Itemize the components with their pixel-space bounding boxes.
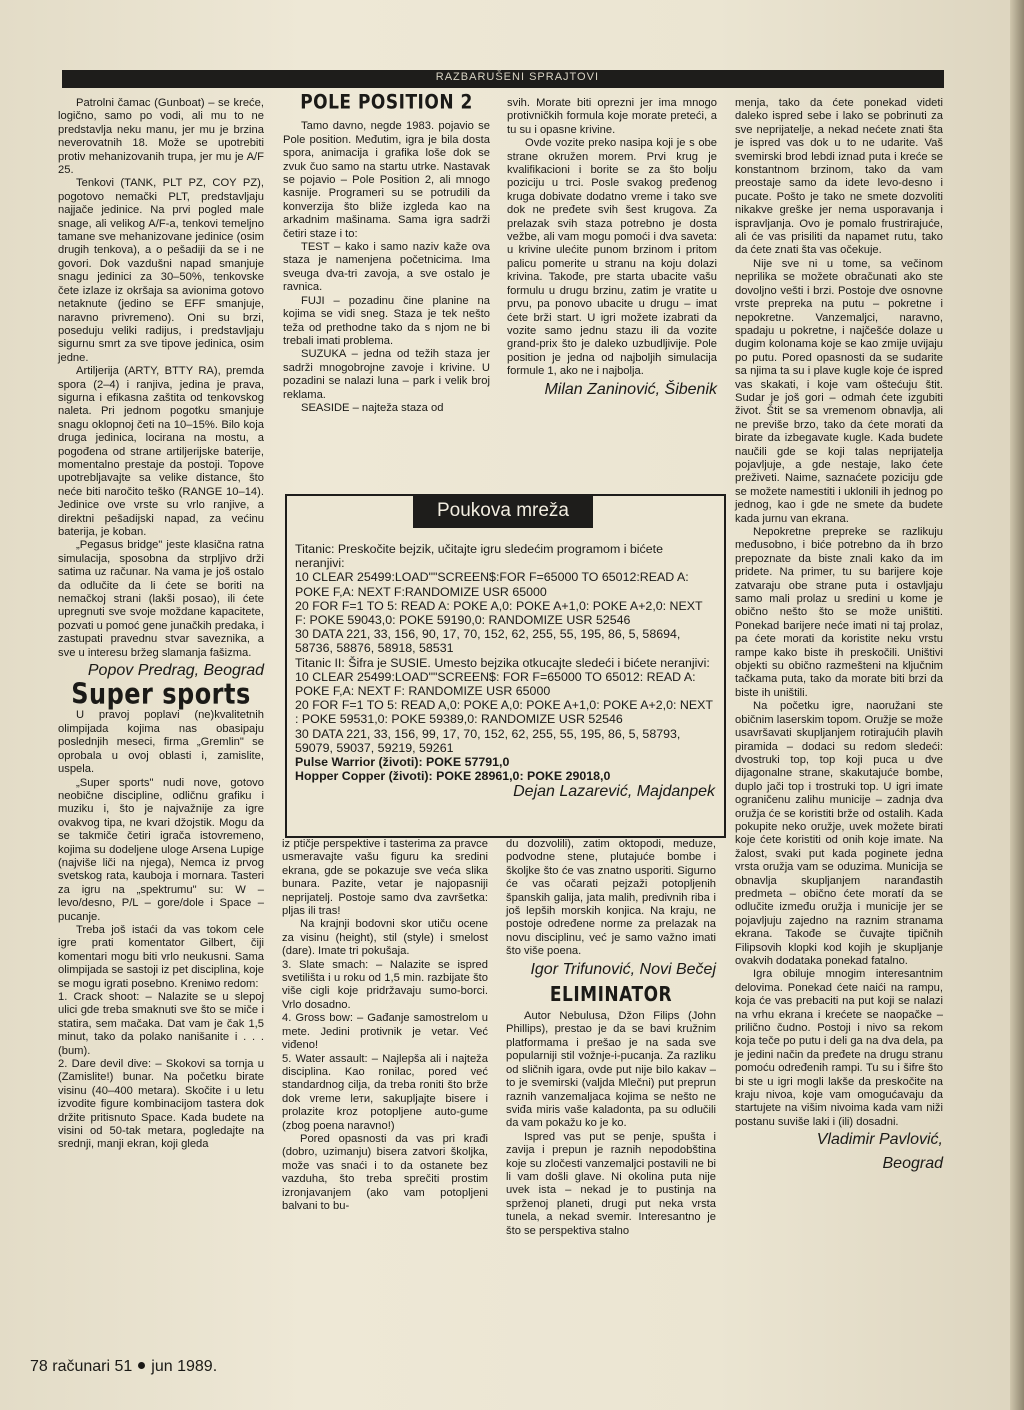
code-line: 30 DATA 221, 33, 156, 99, 17, 70, 152, 62, 255, 55, 195, 86, 5, 58793, 59079, 59037, 59219, 59261 (295, 726, 681, 755)
paragraph: Treba još istaći da vas tokom cele igre prati komentator Gilbert, čiji komentari mogu biti vrlo neukusni. Sama olimpijada se sastoji iz pet disciplina, koje se mogu igrati posebno. Kreniмо redom: (58, 923, 264, 990)
box-title: Poukova mreža (413, 494, 593, 528)
page-edge (1010, 0, 1024, 1410)
article-title: ELIMINATOR (549, 982, 673, 1007)
column-2-bottom (282, 838, 488, 1213)
poukova-mreza-box (285, 494, 726, 838)
signature: Dejan Lazarević, Majdanpek (513, 783, 715, 801)
signature: Igor Trifunović, Novi Bečej (530, 960, 716, 978)
paragraph: Na početku igre, naoružani ste običnim laserskim topom. Oružje se može usavršavati skupljanjem rotirajućih plavih piramida – dodaci su redom sledeći: dvostruki top, top koji puca u dve dijagonalne strane, skakutajuće bombe, duplo jači top i trostruki top. U igri imate ograničenu zalihu municije – zadnja dva oružja će se koristiti brže od ostalih. Kada pokupite neko oružje, uvek možete birati koje ćete koristiti od onih koje imate. Na žalost, svaki put kada poginete jedna vrsta oružja vam se oduzima. Municija se obnavlja skupljanjem naranđastih predmeta – obično ćete moratí da se odlučite između oružja i municije jer se pojavljuju zajedno na raznim stranama ekrana. Takođe se čuvajte tipičnih Filipsovih klopki kod kojih je skupljanje ovakvih dodataka ponekad fatalno. (735, 700, 943, 967)
paragraph: Tamo davno, negde 1983. pojavio se Pole position. Međutim, igra je bila dosta spora, animacija i grafika loše dok se zvuk čuo samo na startu utrke. Nastavak se pojavio – Pole Position 2, ali mnogo kasnije. Programeri su se potrudili da konverzija što bliže izgleda kao na arkadnim mašinama. Sama igra sadrži četiri staze i to: (283, 120, 490, 240)
paragraph: 2. Dare devil dive: – Skokovi sa tornja u (Zamislite!) bunar. Na početku birate visinu (40–400 metara). Skočite i u letu izvodite figure kombinacijom tastera dok držite pritisnuto Space. Kada budete na visini od 50-tak metara, pogledajte na srednji, manji ekran, koji gleda (58, 1058, 264, 1151)
section-banner-title: RAZBARUŠENI SPRAJTOVI (435, 71, 599, 83)
code-line: 20 FOR F=1 TO 5: READ A,0: POKE A,0: POKE A+1,0: POKE A+2,0: NEXT : POKE 59531,0: POKE 59389,0: RANDOMIZE USR 52546 (295, 698, 713, 727)
code-line: 20 FOR F=1 TO 5: READ A: POKE A,0: POKE A+1,0: POKE A+2,0: NEXT F: POKE 59043,0: POKE 59190,0: RANDOMIZE USR 52546 (295, 598, 703, 628)
col1-paragraphs (58, 97, 264, 660)
paragraph: 5. Water assault: – Najlepša ali i najteža disciplina. Kao ronilac, pored već standardnog cilja, da treba roniti što brže dok vreme lети, sakupljajte bisere i prolazite kroz potopljene auto-gume (zbog poena naravno!) (282, 1052, 488, 1132)
paragraph: 4. Gross bow: – Gađanje samostrelom u mete. Jedini protivnik je vetar. Već viđeno! (282, 1012, 488, 1052)
paragraph: FUJI – pozadinu čine planine na kojima se vidi sneg. Staza je tek nešto teža od prethodne tako da s njom ne bi trebali imati problema. (283, 294, 490, 347)
signature: Popov Predrag, Beograd (87, 662, 264, 680)
paragraph: SEASIDE – najteža staza od (301, 401, 444, 414)
code-line: Titanic II: Šifra je SUSIE. Umesto bejzika otkucajte sledeći i bićete neranjivi: (295, 655, 710, 670)
paragraph: Tenkovi (TANK, PLT PZ, COY PZ), pogotovo nemački PLT, predstavljaju najjače jedinice. Na prvi pogled male snage, ali velikog A/F-a, tenkovi temeljno tamane sve mehanizovane jedinice (osim drugih tenkova), a o pešadiji da se i ne govori. Dok vazdušni napad smanjuje snagu jedinici za 30–50%, tenkovske čete izlaze iz okršaja sa avionima gotovo netaknute (jedino se EFF smanjuje, naravno privremeno). Oni su brzi, poseduju veliki radijus, i predstavljaju sigurnu smrt za sve tipove jedinica, osim jedne. (58, 177, 264, 364)
box-body (295, 542, 715, 807)
footer-issue: 78 računari 51 (30, 1358, 133, 1375)
paragraph: TEST – kako i samo naziv kaže ova staza je namenjena početnicima. Ima sveuga dva-tri zavoja, a sve ostalo je ravnica. (283, 241, 490, 294)
paragraph: Autor Nebulusa, Džon Filips (John Phillips), prestao je da se bavi kružnim platformama i prešao je na sada sve popularniji stil vožnje-i-pucanja. Za razliku od sličnih igara, ovde put nije bilo kakav – to je svemirski (valjda Mlečni) put preprun raznih vanzemaljaca kojima se nešto ne sviđa miris vaše kaladonta, pa su odlučili da vam pokažu ko je ko. (506, 1010, 716, 1130)
paragraph: Na krajnji bodovni skor utiču ocene za visinu (height), stil (style) i smelost (dare). Imate tri pokušaja. (282, 918, 488, 958)
paragraph: Nepokretne prepreke se razlikuju međusobno, i biće potrebno da ih brzo prepoznate da biste znali kako da im pridete. Na primer, tu su barijere koje zatvaraju obe strane puta i ostavljaju samo mali prolaz u sredini u kome je obično nešto što se može uništiti. Ponekad barijere neće imati ni taj prolaz, pa ćete morati da koristite neku vrstu rampe kako biste ih preskočili. Uništivi objekti su obično razmešteni na ključnim tačkama puta, tako da morate biti brzi da biste ih uništili. (735, 526, 943, 699)
code-line: 10 CLEAR 25499:LOAD""SCREEN$: FOR F=65000 TO 65012: READ A: POKE F,A: NEXT F: RANDOMIZE USR 65000 (295, 669, 696, 699)
code-line: Hopper Copper (životi): POKE 28961,0: POKE 29018,0 (295, 769, 611, 784)
column-3-bottom (506, 838, 716, 1238)
code-line: 30 DATA 221, 33, 156, 90, 17, 70, 152, 62, 255, 55, 195, 86, 5, 58694, 58736, 58876, 58918, 58531 (295, 627, 681, 656)
article-title: POLE POSITION 2 (300, 91, 473, 115)
paragraph: Artiljerija (ARTY, BTTY RA), premda spora (2–4) i ranjiva, jedina je prava, sigurna i efikasna zaštita od tenkovskog naleta. Pri jednom pogotku smanjuje snagu oklopnoj četi na 10–15%. Bilo koja druga jedinica, locirana na mostu, a pogođena od strane artiljerijske baterije, momentalno prestaje da postoji. Topove upotrebljavajte sa velike distance, što neće biti naročito teško (RANGE 10–14). Jedinice ove vrste su vrlo ranjive, a direktni pešadijski napad, za većinu baterija, je koban. (58, 365, 264, 538)
code-line: 10 CLEAR 25499:LOAD""SCREEN$:FOR F=65000 TO 65012:READ A: POKE F,A: NEXT F:RANDOMIZE USR 65000 (295, 570, 689, 599)
section-banner (62, 70, 944, 88)
paragraph: Patrolni čamac (Gunboat) – se kreće, logično, samo po vodi, ali mu to ne predstavlja neku manu, jer mu je brzina neverovatnih 18. Može se upotrebiti protiv mehanizovanih trupa, jer mu je A/F 25. (58, 97, 264, 177)
bullet-icon (138, 1362, 145, 1369)
paragraph: svih. Morate biti oprezni jer ima mnogo protivničkih formula koje morate preteći, a tu su i opasne krivine. (507, 97, 717, 136)
code-line: Pulse Warrior (životi): POKE 57791,0 (295, 755, 510, 770)
paragraph: „Super sports" nudi nove, gotovo neobične discipline, odličnu grafiku i muziku i, što je najvažnije za igre ovakvog tipa, ne kvari džojstik. Mogu da se takmiče četiri igrača istovremeno, kojima su dodeljene uloge Arsena Lupige (najviše liči na njega), Nemca iz prvog svetskog rata, kauboja i mornara. Tasteri za igru na „spektrumu" su: W – levo/desno, P/L – gore/dole i Space – pucanje. (58, 776, 264, 923)
paragraph: 1. Crack shoot: – Nalazite se u slepoj ulici gde treba smaknuti sve što se miče i statira, sem mačaka. Dat vam je čak 1,5 minut, tako da polako nanišanite i . . . (bum). (58, 991, 264, 1057)
paragraph: 3. Slate smach: – Nalazite se ispred svetilišta i u roku od 1,5 min. razbijate što više cigli koje pridržavaju sumo-borci. Vrlo dosadno. (282, 958, 488, 1011)
column-4 (735, 97, 943, 1179)
paragraph: Pored opasnosti da vas pri krađi (dobro, uzimanju) bisera zatvori školjka, može vas snaći i to da ostanete bez vazduha, što treba sprečiti prostim izronjavanjem (ako vam potopljeni balvani to bu- (282, 1132, 488, 1212)
signature-line-2: Beograd (882, 1155, 943, 1173)
page-footer (30, 1358, 217, 1376)
column-2-top (283, 91, 490, 415)
paragraph: Ispred vas put se penje, spušta i zavija i prepun je raznih nepodobština koje su zločesti vanzemaljci postavili ne bi li vam došli glave. Ni okolina puta nije uvek ista – nekad je to pustinja na sprženoj planeti, drugi put neka vrsta tunela, a nekad svemir. Interesantno je što se perspektiva stalno (506, 1130, 716, 1237)
column-1 (58, 97, 264, 1152)
signature: Milan Zaninović, Šibenik (544, 380, 717, 398)
code-line: Titanic: Preskočite bejzik, učitajte igru sledećim programom i bićete neranjivi: (295, 542, 663, 571)
footer-date: jun 1989. (151, 1358, 218, 1375)
paragraph: Nije sve ni u tome, sa večinom neprilika se možete obračunati ako ste dovoljno vešti i brzi. Postoje dve osnovne vrste prepreka na putu – pokretne i nepokretne. Vanzemaljci, naravno, spadaju u pokretne, i najčešće dolaze u dugim kolonama koje se kao zmije uvijaju po putu. Pored opasnosti da se sudarite sa njima ta su i plave kugle koje će ispred vas skakati, i koje vam oštećuju štit. Sudar je još gori – odmah ćete izgubiti život. Štit se sa vremenom obnavlja, ali ne previše brzo, tako da ćete morati da birate da izbegavate kugle. Kada budete naučili gde se koji talas neprijatelja pojavljuje, a gde nestaje, lako ćete preživeti. Naime, saznaćete poziciju gde se možete namestiti i uklonili ih jednog po jednog, kao i gde ne smete da budete kada jurnu van ekrana. (735, 257, 943, 525)
column-3-top (507, 97, 717, 405)
paragraph: SUZUKA – jedna od težih staza jer sadrži mnogobrojne zavoje i krivine. U pozadini se nalazi luna – park i velik broj reklama. (283, 348, 490, 401)
paragraph: Igra obiluje mnogim interesantnim delovima. Ponekad ćete naići na rampu, koja će vas prebaciti na put koji se nalazi na vrhu ekrana i krećete se naopačke – prilično čudno. Postoji i nivo sa rekom koja teče po putu i deli ga na dva dela, pa je jedini način da pređete na drugu stranu pomoću određenih rampi. Tu su i šifre što bi ste u igri mogli lakše da preskočite na kraju nivoa, koje vam omogućavaju da startujete na višim nivoima kada vam niži postanu suviše laki i (ili) dosadni. (735, 968, 943, 1128)
article-title: Super sports (71, 677, 251, 711)
signature-line-1: Vladimir Pavlović, (816, 1131, 943, 1149)
paragraph: „Pegasus bridge" jeste klasična ratna simulacija, sposobna da strpljivo drži satima uz računar. Na vama je još ostalo da odlučite da li ćete se boriti na nemačkoj strani (lakši posao), ili ćete upregnuti sve svoje moždane kapacitete, pozvati u pomoć gene junačkih predaka, i zastupati pravednu stvar saveznika, a sve u interesu bržeg slamanja fašizma. (58, 539, 264, 659)
paragraph: iz ptičje perspektive i tasterima za pravce usmeravajte vašu figuru ka sredini ekrana, gde se pokazuje sve veća slika bunara. Pazite, vetar je najopasniji neprijatelj. Postoje samo dva završetka: pljas ili tras! (282, 838, 488, 918)
paragraph: du dozvolili), zatim oktopodi, meduze, podvodne stene, plutajuće bombe i školjke što će vas znatno usporiti. Sigurno će vas očarati pejzaži potopljenih španskih galija, jata malih, predivnih riba i još lepših morskih konjica. Na kraju, ne postoje određene norme za prelazak na novu disciplinu, već je samo važno imati što više poena. (506, 838, 716, 958)
paragraph: menja, tako da ćete ponekad videti daleko ispred sebe i lako se pobrinuti za sve neprijatelje, a nekad nećete znati šta je ispred vas dok u to ne udarite. Vaš svemirski brod lebdi iznad puta i kreće se konstantnom brzinom, tako da vam preostaje samo da idete levo-desno i pucate. Pošto je tako ne smete dozvoliti nikakve greške jer nema usporavanja i ispravljanja. Ovo je pomalo frustrirajuće, ali će vas prisiliti da napamet rutu, tako da ćete znati šta vas očekuje. (735, 97, 943, 257)
paragraph: U pravoj poplavi (ne)kvalitetnih olimpijada kojima nas obasipaju poslednjih meseci, firma „Gremlin" se oprobala u ovoj oblasti i, zamislite, uspela. (58, 709, 264, 776)
paragraph: Ovde vozite preko nasipa koji je s obe strane okružen morem. Prvi krug je kvalifikacioni i borite se za što bolju poziciju u trci. Posle svakog pređenog kruga dobivate dodatno vreme i tako sve dok ne pređete svih šest krugova. Za prelazak svih staza potrebno je dosta vežbe, ali vam mogu pomoći i dva saveta: u krivine ulećite punom brzinom i pritom palicu pomerite u stranu na koju dolazi krivina. Takođe, pre starta ubacite vašu formulu u drugu brzinu, zatim je vratite u prvu, pa ponovo ubacite u drugu – imat ćete brži start. U igri možete izabrati da vozite samo jednu stazu ili da vozite grand-prix što je daleko uzbudljivije. Pole position je jedna od najboljih simulacija formule 1, ako ne i najbolja. (507, 137, 717, 378)
